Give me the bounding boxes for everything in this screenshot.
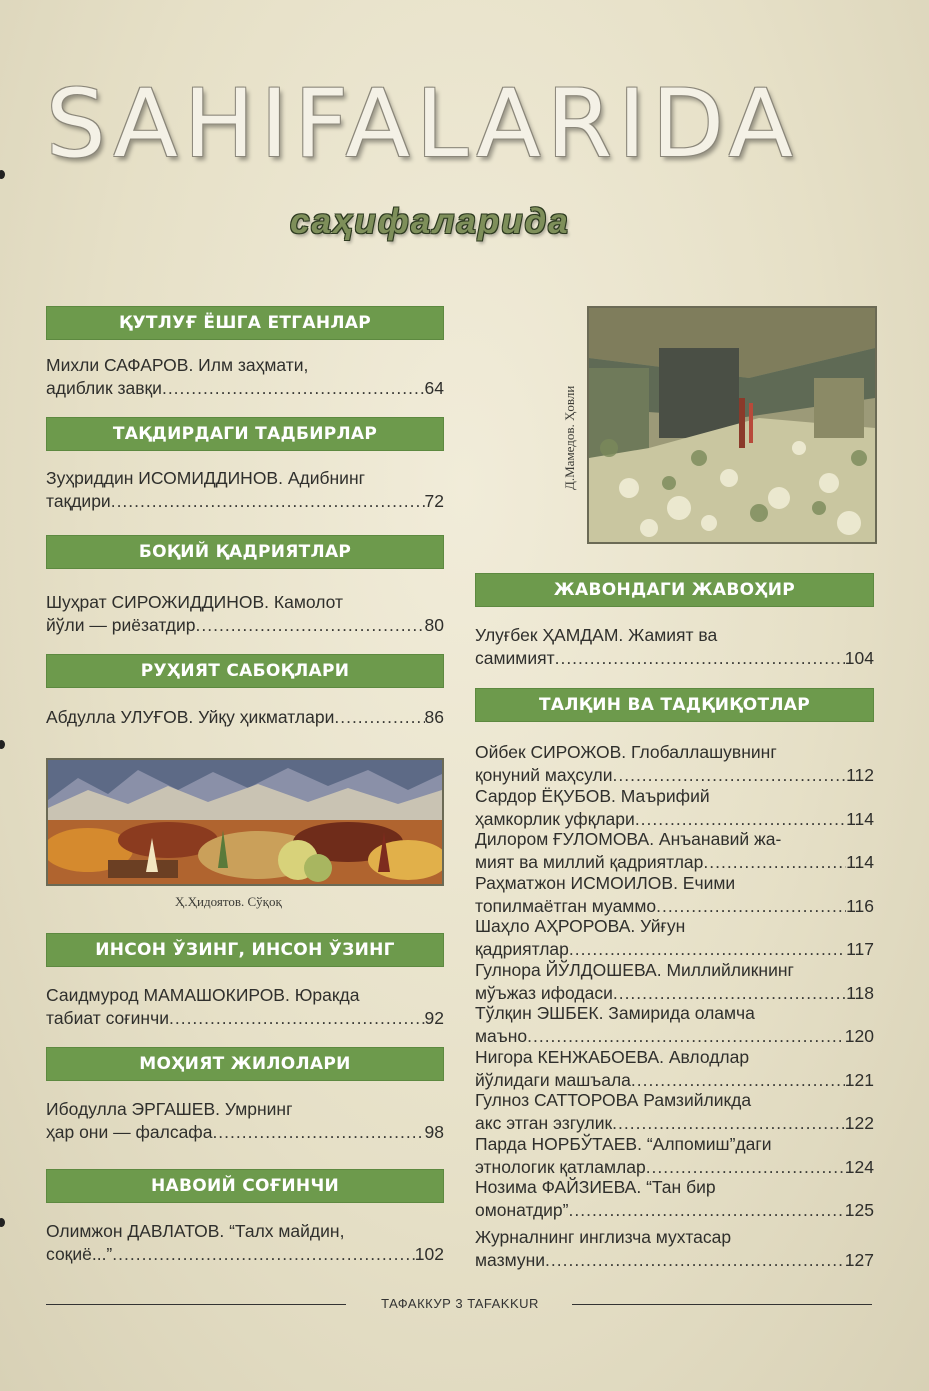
toc-entry[interactable] xyxy=(46,1098,444,1144)
entry-page-number: 72 xyxy=(424,491,444,511)
entry-page-number: 116 xyxy=(846,895,874,916)
section-heading: ЖАВОНДАГИ ЖАВОҲИР xyxy=(475,573,874,607)
painting-image xyxy=(48,760,442,884)
entry-title-cont: этнологик қатламлар xyxy=(475,1156,646,1177)
leader-dots xyxy=(545,1249,845,1272)
entry-author-title: Гулнора ЙЎЛДОШЕВА. Миллийликнинг xyxy=(475,959,794,980)
entry-author-title: Гулноз САТТОРОВА Рамзийликда xyxy=(475,1090,752,1110)
entry-title-cont: адиблик завқи xyxy=(46,378,162,398)
entry-title-cont: қадриятлар xyxy=(475,939,569,959)
entry-title-cont: қонуний маҳсули xyxy=(475,765,613,785)
entry-page-number: 122 xyxy=(844,1113,874,1133)
toc-entry[interactable] xyxy=(475,741,874,787)
entry-page-number: 127 xyxy=(844,1249,874,1270)
toc-entry[interactable] xyxy=(475,1046,874,1092)
entry-page-number: 125 xyxy=(844,1200,874,1220)
entry-title-cont: акс этган эзгулик xyxy=(475,1113,613,1133)
section-heading: ТАҚДИРДАГИ ТАДБИРЛАР xyxy=(46,417,444,451)
entry-page-number: 98 xyxy=(424,1122,444,1142)
entry-author-title: Тўлқин ЭШБЕК. Замирида оламча xyxy=(475,1003,755,1023)
section-heading: НАВОИЙ СОҒИНЧИ xyxy=(46,1169,444,1203)
painting-image xyxy=(589,308,875,542)
entry-title-cont: йўли — риёзатдир xyxy=(46,615,196,635)
leader-dots xyxy=(112,1243,415,1266)
leader-dots xyxy=(196,614,425,637)
entry-author-title: Парда НОРБЎТАЕВ. “Алпомиш”даги xyxy=(475,1133,772,1154)
entry-author-title: Ойбек СИРОЖОВ. Глобаллашувнинг xyxy=(475,742,777,762)
painting-mamedov xyxy=(587,306,877,544)
toc-entry[interactable] xyxy=(46,984,444,1030)
entry-page-number: 118 xyxy=(846,982,874,1003)
entry-title-cont: ҳар они — фалсафа xyxy=(46,1122,213,1142)
entry-page-number: 104 xyxy=(844,648,874,668)
entry-title-cont: мўъжаз ифодаси xyxy=(475,982,613,1003)
toc-entry[interactable] xyxy=(46,591,444,637)
entry-title-cont: топилмаётган муаммо xyxy=(475,895,657,916)
leader-dots xyxy=(212,1121,424,1144)
toc-entry[interactable] xyxy=(475,1002,874,1048)
toc-entry[interactable] xyxy=(475,624,874,670)
page-subtitle: саҳифаларида xyxy=(290,202,570,241)
section-heading: ТАЛҚИН ВА ТАДҚИҚОТЛАР xyxy=(475,688,874,722)
entry-title-cont: мазмуни xyxy=(475,1249,546,1270)
section-heading: МОҲИЯТ ЖИЛОЛАРИ xyxy=(46,1047,444,1081)
entry-author-title: Шаҳло АҲРОРОВА. Уйғун xyxy=(475,916,686,936)
entry-page-number: 86 xyxy=(424,707,444,727)
leader-dots xyxy=(569,1199,845,1222)
entry-title-cont: ҳамкорлик уфқлари xyxy=(475,808,635,829)
leader-dots xyxy=(334,706,424,729)
entry-page-number: 114 xyxy=(846,808,874,829)
entry-page-number: 92 xyxy=(424,1008,444,1028)
toc-entry[interactable] xyxy=(475,1089,874,1135)
entry-title-cont: табиат соғинчи xyxy=(46,1008,169,1028)
footer-rule xyxy=(46,1304,346,1305)
entry-author-title: Раҳматжон ИСМОИЛОВ. Ечими xyxy=(475,872,736,893)
leader-dots xyxy=(111,490,425,513)
entry-page-number: 120 xyxy=(844,1026,874,1046)
section-heading: ҚУТЛУҒ ЁШГА ЕТГАНЛАР xyxy=(46,306,444,340)
entry-title-cont: йўлидаги машъала xyxy=(475,1069,631,1090)
toc-entry[interactable] xyxy=(475,1176,874,1222)
entry-page-number: 121 xyxy=(844,1069,874,1090)
binding-hole xyxy=(0,1218,5,1227)
toc-entry[interactable] xyxy=(475,959,874,1005)
footer-text: ТАФАККУР 3 TAFAKKUR xyxy=(381,1296,539,1311)
painting-caption: Д.Мамедов. Ҳовли xyxy=(562,385,577,490)
entry-page-number: 114 xyxy=(846,852,874,872)
toc-entry[interactable] xyxy=(475,828,874,874)
painting-caption-vertical xyxy=(560,364,578,494)
section-heading: РУҲИЯТ САБОҚЛАРИ xyxy=(46,654,444,688)
entry-title-cont: тақдири xyxy=(46,491,111,511)
entry-page-number: 64 xyxy=(424,378,444,398)
painting-caption: Ҳ.Ҳидоятов. Сўқоқ xyxy=(175,894,282,909)
painting-hidoyatov xyxy=(46,758,444,886)
toc-entry[interactable] xyxy=(475,1133,874,1179)
entry-author-title: Нозима ФАЙЗИЕВА. “Тан бир xyxy=(475,1177,716,1197)
toc-entry[interactable] xyxy=(46,467,444,513)
entry-author-title: Нигора КЕНЖАБОЕВА. Авлодлар xyxy=(475,1046,750,1067)
footer-rule xyxy=(572,1304,872,1305)
entry-author-title: Дилором ҒУЛОМОВА. Анъанавий жа- xyxy=(475,829,782,849)
entry-page-number: 117 xyxy=(846,939,874,959)
toc-entry[interactable] xyxy=(46,1220,444,1266)
entry-title-cont: омонатдир” xyxy=(475,1200,569,1220)
entry-author-title: Олимжон ДАВЛАТОВ. “Талх майдин, xyxy=(46,1221,345,1241)
entry-author-title: Саидмурод МАМАШОКИРОВ. Юракда xyxy=(46,985,360,1005)
toc-entry[interactable] xyxy=(46,706,444,729)
leader-dots xyxy=(555,647,845,670)
toc-entry[interactable] xyxy=(475,915,874,961)
entry-author-title: Сардор ЁҚУБОВ. Маърифий xyxy=(475,785,710,806)
entry-author-title: Ибодулла ЭРГАШЕВ. Умрнинг xyxy=(46,1099,293,1119)
leader-dots xyxy=(169,1007,425,1030)
section-heading: БОҚИЙ ҚАДРИЯТЛАР xyxy=(46,535,444,569)
toc-entry[interactable] xyxy=(475,785,874,831)
entry-title-cont: маъно xyxy=(475,1026,528,1046)
entry-page-number: 112 xyxy=(846,765,874,785)
binding-hole xyxy=(0,740,5,749)
entry-page-number: 102 xyxy=(414,1244,444,1264)
entry-author-title: Шуҳрат СИРОЖИДДИНОВ. Камолот xyxy=(46,592,343,612)
binding-hole xyxy=(0,170,5,179)
page-title: SAHIFALARIDA xyxy=(46,70,799,179)
section-heading: ИНСОН ЎЗИНГ, ИНСОН ЎЗИНГ xyxy=(46,933,444,967)
entry-author-title: Зуҳриддин ИСОМИДДИНОВ. Адибнинг xyxy=(46,468,365,488)
entry-title-cont: соқиё...” xyxy=(46,1244,113,1264)
entry-author-title: Журналнинг инглизча мухтасар xyxy=(475,1226,732,1247)
entry-title-cont: Абдулла УЛУҒОВ. Уйқу ҳикматлари xyxy=(46,707,335,727)
entry-title-cont: самимият xyxy=(475,648,555,668)
toc-entry[interactable] xyxy=(475,1226,874,1272)
entry-author-title: Улуғбек ҲАМДАМ. Жамият ва xyxy=(475,625,718,645)
entry-author-title: Михли САФАРОВ. Илм заҳмати, xyxy=(46,355,309,375)
entry-page-number: 124 xyxy=(844,1156,874,1177)
entry-title-cont: мият ва миллий қадриятлар xyxy=(475,852,704,872)
leader-dots xyxy=(162,377,425,400)
entry-page-number: 80 xyxy=(424,615,444,635)
toc-entry[interactable] xyxy=(475,872,874,918)
toc-entry[interactable] xyxy=(46,354,444,400)
